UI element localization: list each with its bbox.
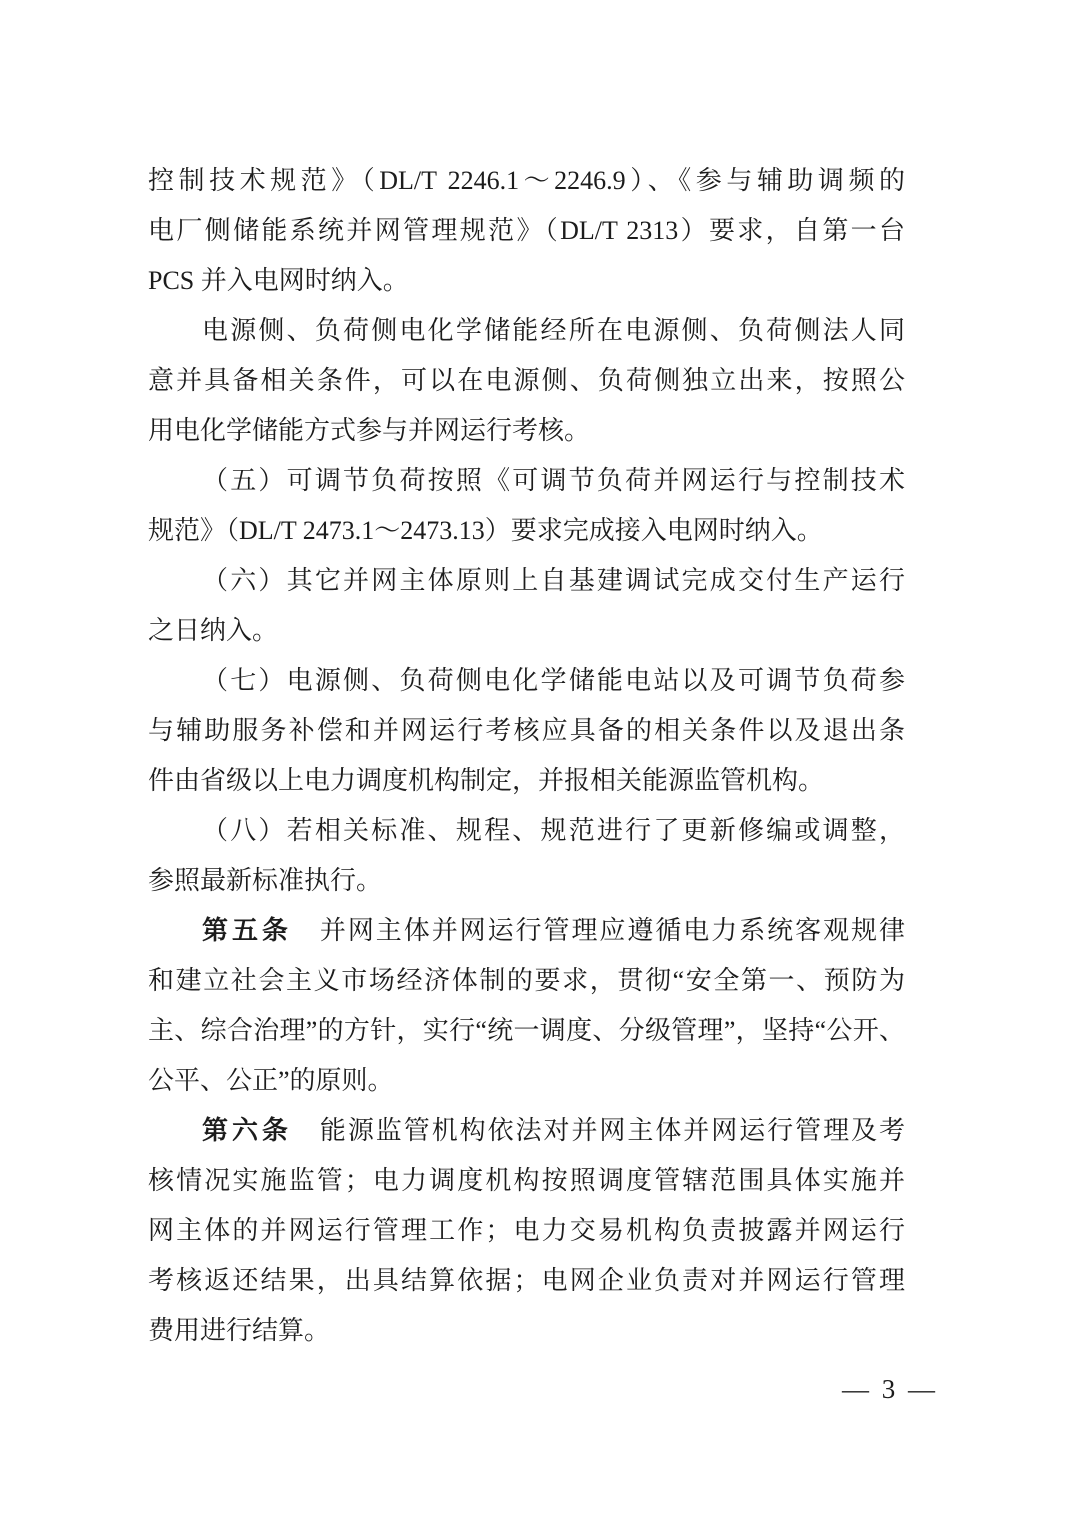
document-page-body bbox=[148, 156, 905, 1356]
text-line: 参照最新标准执行。 bbox=[148, 866, 383, 895]
text-line: 考核返还结果，出具结算依据；电网企业负责对并网运行管理 bbox=[148, 1266, 905, 1295]
text-line: 网主体的并网运行管理工作；电力交易机构负责披露并网运行 bbox=[148, 1216, 905, 1245]
text-line: （五）可调节负荷按照《可调节负荷并网运行与控制技术 bbox=[202, 466, 905, 495]
text-line: 意并具备相关条件，可以在电源侧、负荷侧独立出来，按照公 bbox=[148, 366, 905, 395]
text-line: 规范》（DL/T 2473.1～2473.13）要求完成接入电网时纳入。 bbox=[148, 516, 823, 545]
text-line bbox=[148, 906, 905, 956]
text-line: 与辅助服务补偿和并网运行考核应具备的相关条件以及退出条 bbox=[148, 716, 905, 745]
text-line: 费用进行结算。 bbox=[148, 1316, 331, 1345]
page-number: — 3 — bbox=[842, 1374, 938, 1404]
article-text: 能源监管机构依法对并网主体并网运行管理及考 bbox=[319, 1116, 905, 1145]
text-line: 核情况实施监管；电力调度机构按照调度管辖范围具体实施并 bbox=[148, 1166, 905, 1195]
text-line bbox=[148, 1106, 905, 1156]
text-line: （六）其它并网主体原则上自基建调试完成交付生产运行 bbox=[202, 566, 905, 595]
text-line: 电厂侧储能系统并网管理规范》（DL/T 2313）要求，自第一台 bbox=[148, 216, 905, 245]
article-number-label: 第五条 bbox=[202, 916, 292, 945]
text-line: 用电化学储能方式参与并网运行考核。 bbox=[148, 416, 591, 445]
text-line: 公平、公正”的原则。 bbox=[148, 1066, 394, 1095]
article-number-label: 第六条 bbox=[202, 1116, 292, 1145]
text-line: （八）若相关标准、规程、规范进行了更新修编或调整， bbox=[202, 816, 905, 845]
text-line: 控制技术规范》（DL/T 2246.1～2246.9）、《参与辅助调频的 bbox=[148, 166, 905, 195]
text-line: 电源侧、负荷侧电化学储能经所在电源侧、负荷侧法人同 bbox=[202, 316, 905, 345]
article-text: 并网主体并网运行管理应遵循电力系统客观规律 bbox=[319, 916, 905, 945]
text-line: 之日纳入。 bbox=[148, 616, 279, 645]
text-line: PCS 并入电网时纳入。 bbox=[148, 266, 409, 295]
text-line: 主、综合治理”的方针，实行“统一调度、分级管理”，坚持“公开、 bbox=[148, 1016, 905, 1045]
text-line: 和建立社会主义市场经济体制的要求，贯彻“安全第一、预防为 bbox=[148, 966, 905, 995]
text-line: （七）电源侧、负荷侧电化学储能电站以及可调节负荷参 bbox=[202, 666, 905, 695]
text-line: 件由省级以上电力调度机构制定，并报相关能源监管机构。 bbox=[148, 766, 825, 795]
